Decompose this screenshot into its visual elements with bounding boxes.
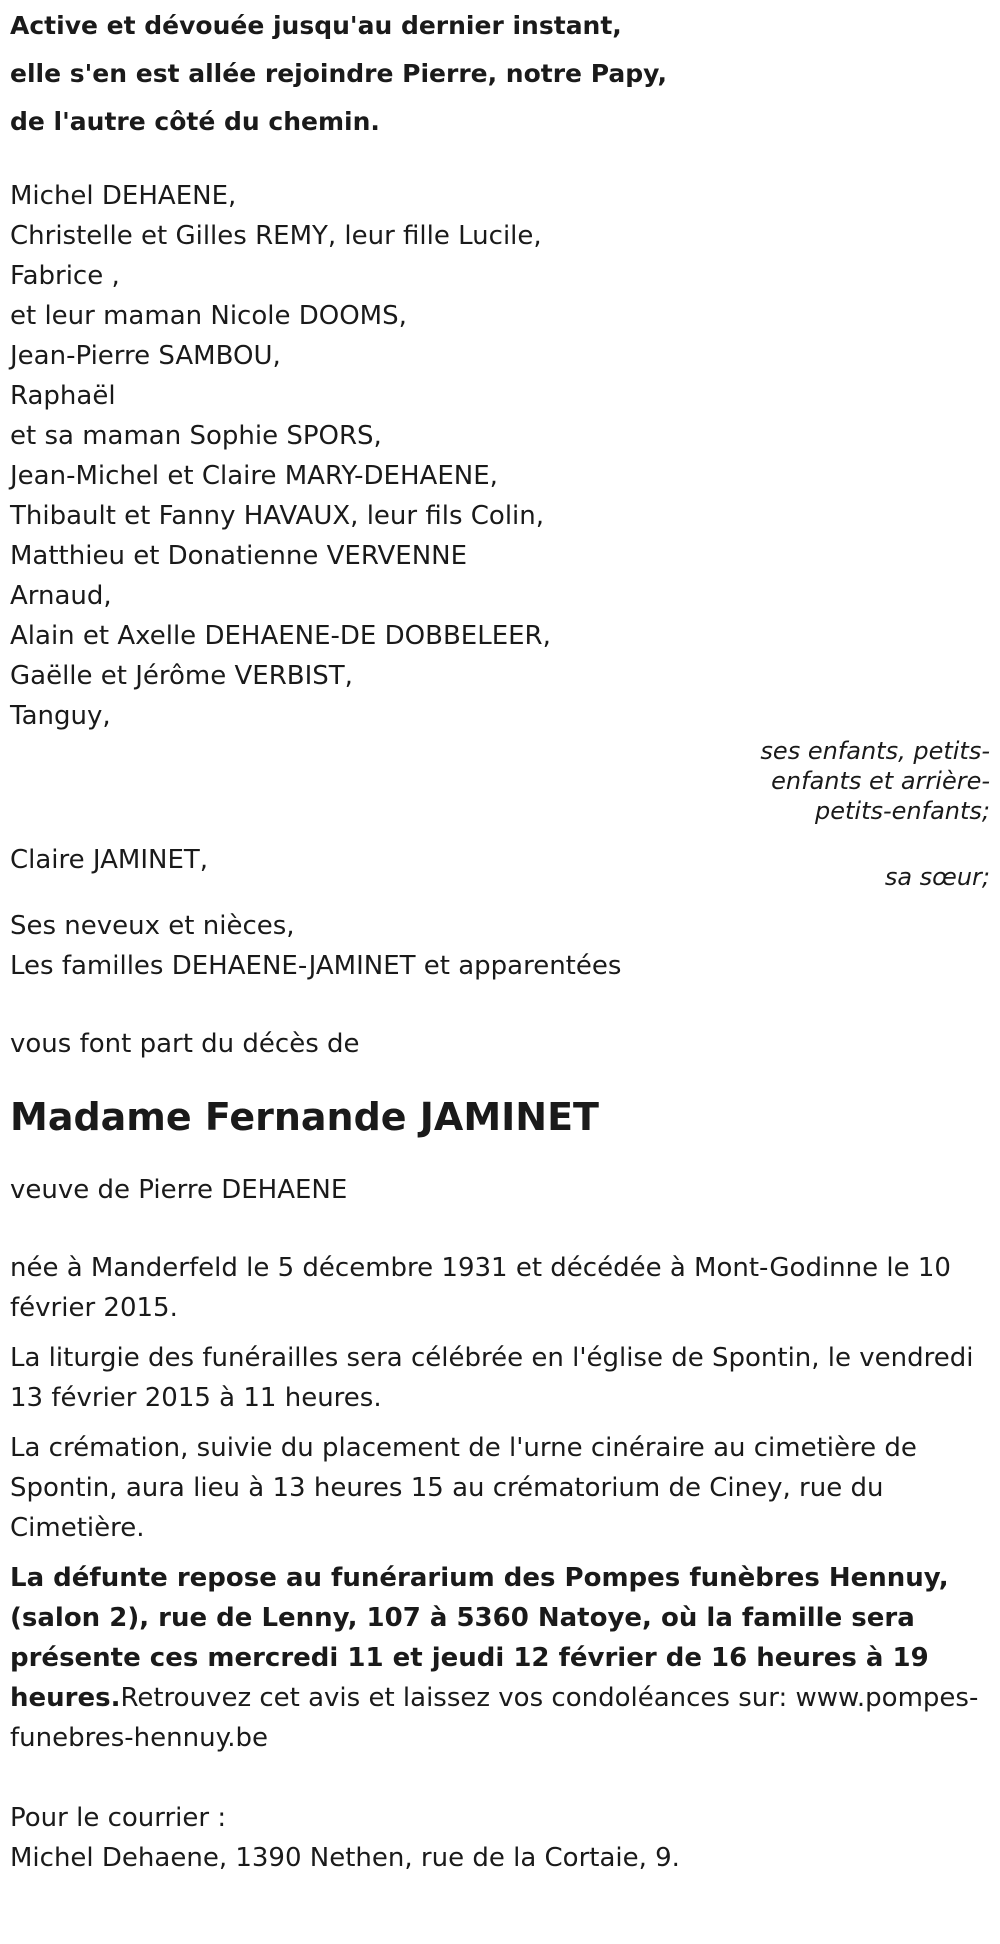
sister-role-label: sa sœur; bbox=[884, 863, 990, 891]
visitation-details: La défunte repose au funérarium des Pompes funèbres Hennuy, (salon 2), rue de Lenny, 107 à 5360 Natoye, où la famille sera présente ces mercredi 11 et jeudi 12 février de 16 heures à 19 heures. bbox=[10, 1563, 949, 1713]
family-member: Tanguy, bbox=[10, 701, 111, 731]
family-member: Fabrice , bbox=[10, 261, 120, 291]
mail-block bbox=[10, 1798, 990, 1878]
intro-line: de l'autre côté du chemin. bbox=[10, 107, 380, 136]
condolences-link-text: Retrouvez cet avis et laissez vos condoléances sur: www.pompes-funebres-hennuy.be bbox=[10, 1683, 979, 1753]
mail-label: Pour le courrier : bbox=[10, 1803, 227, 1833]
family-member: Alain et Axelle DEHAENE-DE DOBBELEER, bbox=[10, 621, 551, 651]
family-list bbox=[10, 176, 990, 736]
intro-verse bbox=[10, 2, 990, 146]
sister-row bbox=[10, 840, 990, 891]
family-member: Arnaud, bbox=[10, 581, 112, 611]
nephews-block bbox=[10, 906, 990, 986]
family-member: Christelle et Gilles REMY, leur fille Lucile, bbox=[10, 221, 542, 251]
sister-name: Claire JAMINET, bbox=[10, 845, 209, 875]
visitation-paragraph bbox=[10, 1558, 990, 1758]
family-member: Matthieu et Donatienne VERVENNE bbox=[10, 541, 468, 571]
mail-address: Michel Dehaene, 1390 Nethen, rue de la Cortaie, 9. bbox=[10, 1843, 680, 1873]
family-member: et sa maman Sophie SPORS, bbox=[10, 421, 382, 451]
intro-line: elle s'en est allée rejoindre Pierre, notre Papy, bbox=[10, 59, 667, 88]
family-member: Gaëlle et Jérôme VERBIST, bbox=[10, 661, 353, 691]
cremation-paragraph: La crémation, suivie du placement de l'urne cinéraire au cimetière de Spontin, aura lieu à 13 heures 15 au crématorium de Ciney, rue du Cimetière. bbox=[10, 1433, 917, 1543]
funeral-paragraph: La liturgie des funérailles sera célébrée en l'église de Spontin, le vendredi 13 février 2015 à 11 heures. bbox=[10, 1343, 974, 1413]
intro-line: Active et dévouée jusqu'au dernier instant, bbox=[10, 11, 622, 40]
nephews-line: Ses neveux et nièces, bbox=[10, 911, 295, 941]
obituary-content bbox=[10, 0, 990, 1878]
deceased-name: Madame Fernande JAMINET bbox=[10, 1095, 599, 1139]
nephews-line: Les familles DEHAENE-JAMINET et apparentées bbox=[10, 951, 622, 981]
family-member: Thibault et Fanny HAVAUX, leur fils Colin, bbox=[10, 501, 545, 531]
family-member: Jean-Pierre SAMBOU, bbox=[10, 341, 281, 371]
children-role-label: ses enfants, petits-enfants et arrière-petits-enfants; bbox=[760, 737, 990, 825]
birth-death-paragraph: née à Manderfeld le 5 décembre 1931 et décédée à Mont-Godinne le 10 février 2015. bbox=[10, 1253, 951, 1323]
family-member: Jean-Michel et Claire MARY-DEHAENE, bbox=[10, 461, 498, 491]
family-member: et leur maman Nicole DOOMS, bbox=[10, 301, 407, 331]
family-member: Raphaël bbox=[10, 381, 116, 411]
announcement-line: vous font part du décès de bbox=[10, 1029, 360, 1059]
widow-line: veuve de Pierre DEHAENE bbox=[10, 1175, 348, 1205]
family-member: Michel DEHAENE, bbox=[10, 181, 237, 211]
